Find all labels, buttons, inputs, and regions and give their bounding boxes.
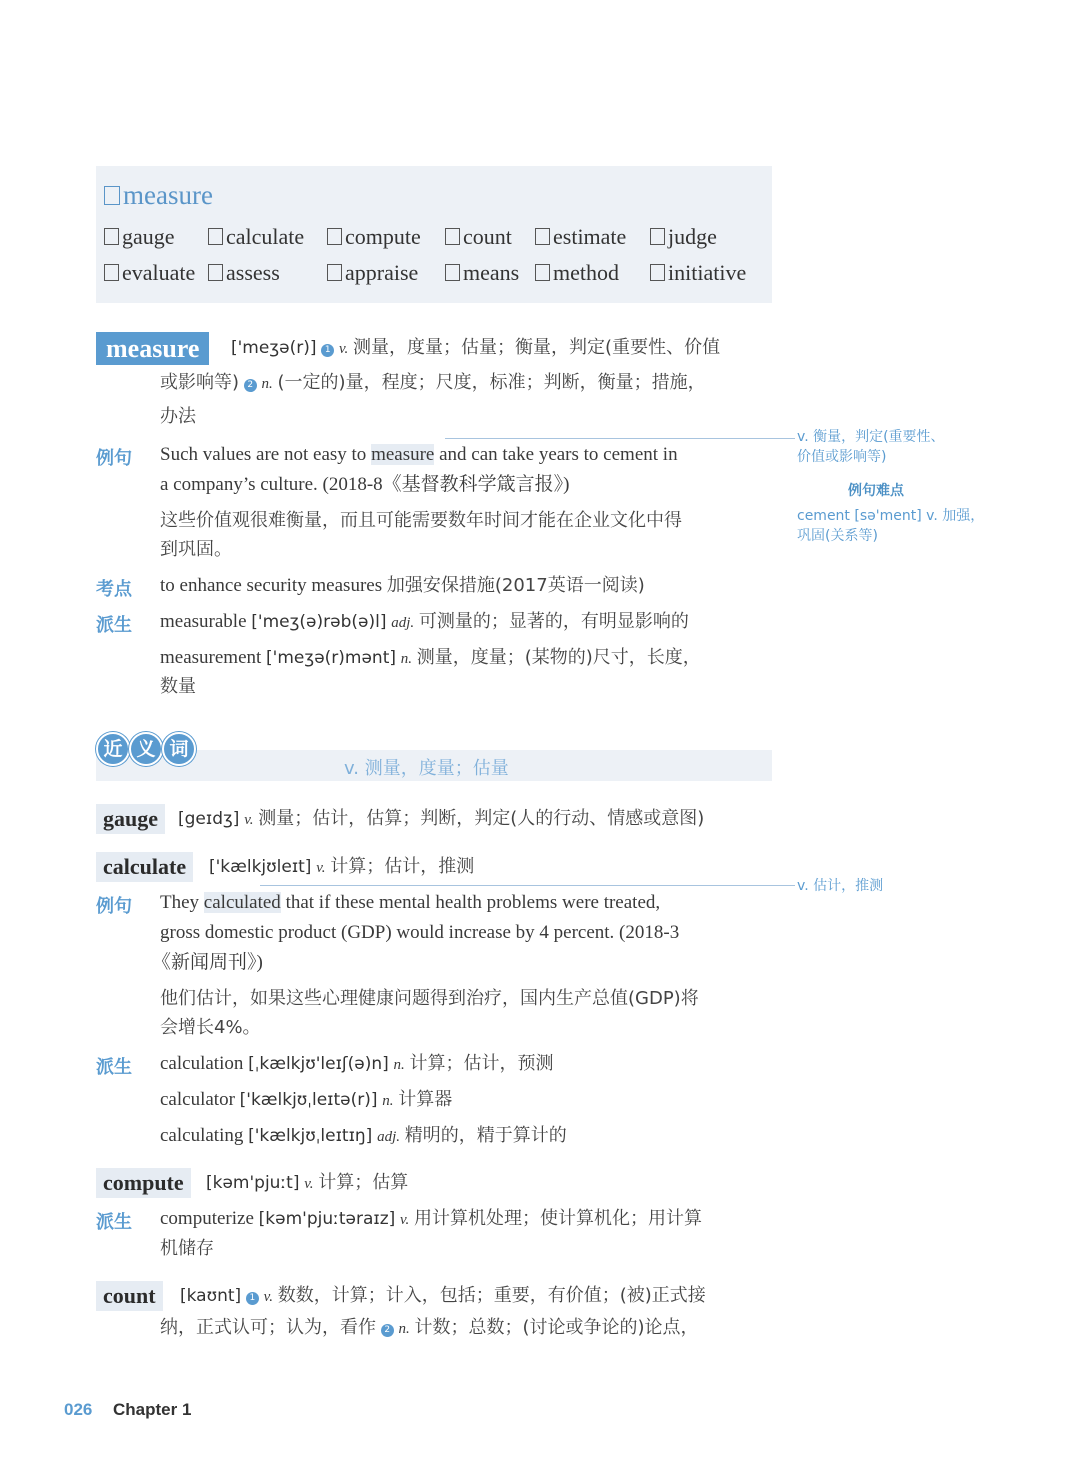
synonym-char-3: 词 (162, 732, 196, 766)
derivative-measurable: measurable ['meʒ(ə)rəb(ə)l] adj. 可测量的；显著的，有明显影响的 (160, 611, 689, 632)
headword-measure: measure (96, 332, 209, 365)
checkbox-icon[interactable] (327, 264, 342, 281)
derivative-calculation: calculation [ˌkælkjʊ'leɪʃ(ə)n] n. 计算；估计，预测 (160, 1053, 554, 1074)
label-example: 例句 (96, 896, 132, 917)
label-exam-point: 考点 (96, 579, 132, 600)
phonetic: ['meʒə(r)] (231, 338, 317, 358)
headword-gauge: gauge (96, 804, 165, 834)
calculate-definition: ['kælkjʊleɪt] v. 计算；估计，推测 (209, 856, 475, 877)
index-item-appraise[interactable]: appraise (327, 260, 418, 286)
chapter-label: Chapter 1 (113, 1400, 192, 1419)
index-item-judge[interactable]: judge (650, 224, 717, 250)
checkbox-icon[interactable] (208, 228, 223, 245)
derivative-computerize: computerize [kəm'pjuːtəraɪz] v. 用计算机处理；使计算机化；用计算 (160, 1208, 703, 1229)
definition: (一定的)量，程度；尺度，标准；判断，衡量；措施， (277, 372, 706, 393)
sense-number: 2 (244, 379, 257, 392)
measure-definition-line3: 办法 (160, 406, 196, 427)
note-title-difficulty: 例句难点 (848, 483, 904, 499)
derivative-measurement-line2: 数量 (160, 676, 196, 697)
margin-note-cement: cement [sə'ment] v. 加强， 巩固(关系等) (797, 508, 985, 544)
headword-count: count (96, 1281, 163, 1311)
example-sentence-line1: They calculated that if these mental health problems were treated, (160, 892, 661, 913)
highlighted-word: calculated (203, 892, 281, 913)
derivative-computerize-line2: 机储存 (160, 1238, 214, 1259)
label-derivative: 派生 (96, 615, 132, 636)
count-definition-line2: 纳，正式认可；认为，看作 2 n. 计数；总数；(讨论或争论的)论点， (160, 1317, 699, 1338)
checkbox-icon[interactable] (104, 186, 120, 205)
page-number: 026 (64, 1400, 93, 1419)
sense-number: 1 (321, 344, 334, 357)
synonym-char-1: 近 (96, 732, 130, 766)
checkbox-icon[interactable] (445, 264, 460, 281)
checkbox-icon[interactable] (535, 228, 550, 245)
checkbox-icon[interactable] (650, 228, 665, 245)
checkbox-icon[interactable] (650, 264, 665, 281)
part-of-speech: v. (339, 341, 349, 357)
gauge-definition: [geɪdʒ] v. 测量；估计，估算；判断，判定(人的行动、情感或意图) (178, 808, 705, 829)
measure-definition-line2: 或影响等) 2 n. (一定的)量，程度；尺度，标准；判断，衡量；措施， (160, 372, 706, 393)
exam-point: to enhance security measures 加强安保措施(2017英语一阅读) (160, 575, 645, 596)
headword-compute: compute (96, 1168, 191, 1198)
synonym-band-text: v. 测量，度量；估量 (344, 758, 509, 779)
example-translation-line1: 这些价值观很难衡量，而且可能需要数年时间才能在企业文化中得 (160, 510, 682, 531)
compute-definition: [kəm'pjuːt] v. 计算；估算 (206, 1172, 409, 1193)
checkbox-icon[interactable] (208, 264, 223, 281)
example-translation-line2: 会增长4%。 (160, 1017, 261, 1038)
checkbox-icon[interactable] (104, 264, 119, 281)
checkbox-icon[interactable] (445, 228, 460, 245)
index-item-evaluate[interactable]: evaluate (104, 260, 195, 286)
index-item-compute[interactable]: compute (327, 224, 421, 250)
index-item-gauge[interactable]: gauge (104, 224, 175, 250)
example-translation-line1: 他们估计，如果这些心理健康问题得到治疗，国内生产总值(GDP)将 (160, 988, 699, 1009)
example-sentence-line2: gross domestic product (GDP) would increase by 4 percent. (2018-3 (160, 922, 680, 943)
measure-definition-line1 (231, 333, 720, 364)
example-sentence-line3: 《新闻周刊》) (152, 952, 263, 973)
label-derivative: 派生 (96, 1057, 132, 1078)
margin-note-calculate: v. 估计，推测 (797, 878, 884, 894)
label-derivative: 派生 (96, 1212, 132, 1233)
sense-number: 2 (381, 1324, 394, 1337)
synonym-char-2: 义 (129, 732, 163, 766)
headword-calculate: calculate (96, 852, 193, 882)
index-title[interactable]: measure (104, 180, 213, 211)
index-item-means[interactable]: means (445, 260, 519, 286)
example-sentence-line1: Such values are not easy to measure and can take years to cement in (160, 444, 678, 465)
checkbox-icon[interactable] (104, 228, 119, 245)
sense-number: 1 (246, 1292, 259, 1305)
example-translation-line2: 到巩固。 (160, 539, 232, 560)
margin-note-measure: v. 衡量，判定(重要性、 价值或影响等) (797, 429, 945, 465)
derivative-calculating: calculating ['kælkjʊˌleɪtɪŋ] adj. 精明的，精于算计的 (160, 1125, 567, 1146)
index-item-assess[interactable]: assess (208, 260, 280, 286)
part-of-speech: n. (261, 376, 273, 392)
index-item-estimate[interactable]: estimate (535, 224, 626, 250)
highlighted-word: measure (371, 444, 435, 465)
checkbox-icon[interactable] (535, 264, 550, 281)
derivative-calculator: calculator ['kælkjʊˌleɪtə(r)] n. 计算器 (160, 1089, 453, 1110)
note-leader-line (260, 885, 795, 886)
definition: 测量，度量；估量；衡量，判定(重要性、价值 (353, 337, 721, 358)
index-item-count[interactable]: count (445, 224, 512, 250)
note-leader-line (445, 438, 795, 439)
label-example: 例句 (96, 448, 132, 469)
example-sentence-line2: a company’s culture. (2018-8《基督教科学箴言报》) (160, 474, 570, 495)
index-item-initiative[interactable]: initiative (650, 260, 746, 286)
index-item-method[interactable]: method (535, 260, 619, 286)
count-definition-line1: [kaʊnt] 1 v. 数数，计算；计入，包括；重要，有价值；(被)正式接 (180, 1285, 706, 1306)
derivative-measurement: measurement ['meʒə(r)mənt] n. 测量，度量；(某物的)尺寸，长度， (160, 647, 701, 668)
checkbox-icon[interactable] (327, 228, 342, 245)
index-item-calculate[interactable]: calculate (208, 224, 304, 250)
